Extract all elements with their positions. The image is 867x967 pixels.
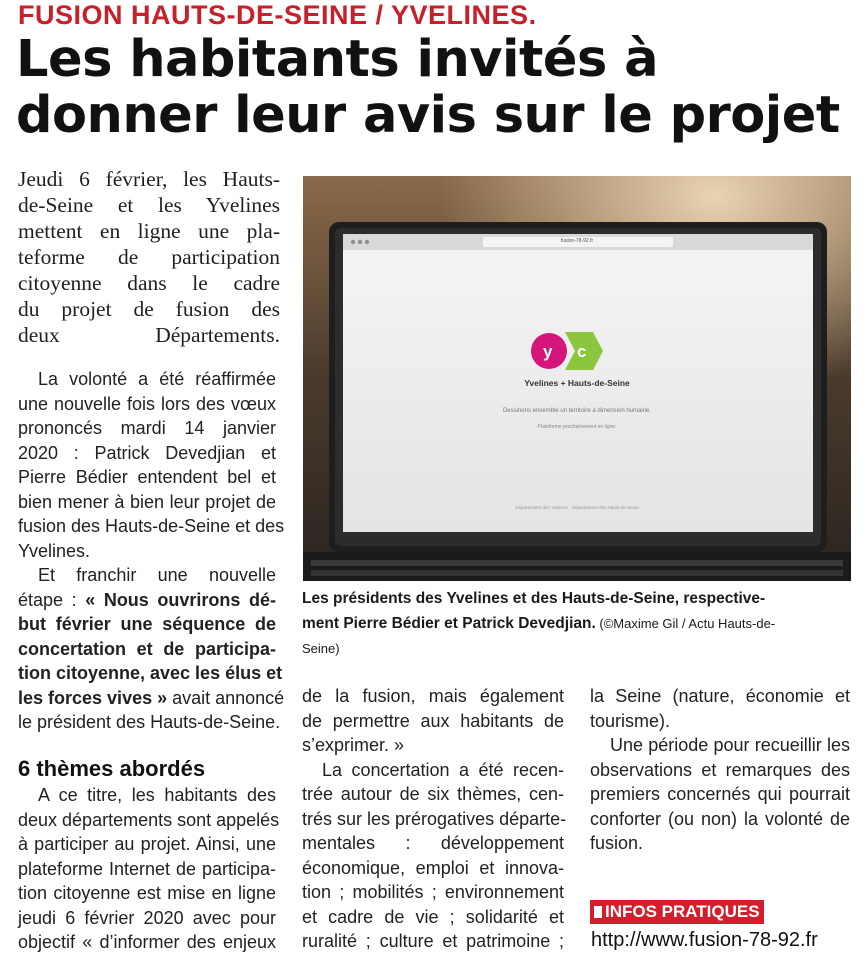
- body-line: la Seine (nature, économie et: [590, 686, 850, 706]
- body-line: trée autour de six thèmes, cen-: [302, 784, 564, 804]
- body-line: premiers concernés qui pourrait: [590, 784, 850, 804]
- quote-text: « Nous ouvrirons dé-: [85, 589, 276, 610]
- section-subhead: 6 thèmes abordés: [18, 756, 206, 781]
- website-link[interactable]: http://www.fusion-78-92.fr: [591, 929, 818, 951]
- body-line: conforter (ou non) la volonté de: [590, 808, 850, 829]
- column-3: [590, 684, 850, 856]
- svg-text:c: c: [577, 342, 587, 361]
- body-line: fusion.: [590, 833, 644, 853]
- square-bullet-icon: [594, 906, 602, 918]
- body-line: tion citoyenne est mise en ligne: [18, 883, 276, 903]
- body-line: concertation et de participa-: [18, 638, 276, 659]
- lede-line: de-Seine et les Yvelines: [18, 193, 280, 217]
- body-line: de la fusion, mais également: [302, 686, 564, 706]
- body-line: de permettre aux habitants de: [302, 710, 564, 731]
- screen-tagline: Dessinons ensemble un territoire à dimension humaine.: [502, 408, 652, 414]
- body-line: à participer au projet. Ainsi, une: [18, 834, 276, 854]
- body-line: tion citoyenne, avec les élus et: [18, 663, 283, 683]
- body-line: ruralité ; culture et patrimoine ;: [302, 931, 564, 951]
- body-line: jeudi 6 février 2020 avec pour: [18, 907, 276, 928]
- column-1-part-2: [18, 783, 280, 955]
- lede-line: teforme de participation: [18, 245, 280, 269]
- body-line: La volonté a été réaffirmée: [38, 369, 276, 389]
- body-line: économique, emploi et innova-: [302, 857, 564, 878]
- article-photo: [303, 176, 851, 581]
- headline-line: donner leur avis sur le projet: [16, 86, 840, 145]
- infos-pratiques-badge: [590, 900, 764, 924]
- body-line: objectif « d’informer des enjeux: [18, 932, 276, 952]
- column-2: [302, 684, 567, 954]
- body-line: Pierre Bédier entendent bel et: [18, 467, 276, 487]
- body-line: mentales : développement: [302, 833, 564, 853]
- screen-footer: Département des Yvelines · Département des Hauts-de-Seine: [515, 505, 639, 510]
- body-line: trés sur les prérogatives départe-: [302, 808, 567, 829]
- body-line: deux départements sont appelés: [18, 809, 280, 830]
- article-lede: [18, 166, 280, 348]
- body-line: La concertation a été recen-: [322, 759, 564, 780]
- body-line: et cadre de vie ; solidarité et: [302, 906, 564, 927]
- headline-line: Les habitants invités à: [16, 30, 659, 89]
- body-line: [18, 686, 285, 711]
- body-line: Une période pour recueillir les: [610, 735, 850, 755]
- body-line: prononcés mardi 14 janvier: [18, 418, 276, 438]
- body-line: [18, 588, 276, 613]
- body-line: tion ; mobilités ; environnement: [302, 882, 564, 902]
- lede-line: mettent en ligne une pla-: [18, 219, 280, 243]
- photo-caption: [302, 586, 850, 661]
- body-line: bien mener à bien leur projet de: [18, 491, 276, 512]
- body-line: tourisme).: [590, 710, 671, 731]
- body-text: étape :: [18, 589, 86, 610]
- body-line: observations et remarques des: [590, 759, 850, 780]
- browser-address: fusion-78-92.fr: [560, 238, 594, 244]
- infos-label: INFOS PRATIQUES: [605, 902, 760, 921]
- photo-credit: Seine): [302, 641, 340, 656]
- body-line: but février une séquence de: [18, 614, 276, 634]
- body-line: fusion des Hauts-de-Seine et des: [18, 516, 285, 536]
- body-line: s’exprimer. »: [302, 735, 405, 755]
- lede-line: deux Départements.: [18, 323, 280, 347]
- body-text: avait annoncé: [167, 687, 285, 708]
- body-line: 2020 : Patrick Devedjian et: [18, 442, 276, 463]
- article-kicker: FUSION HAUTS-DE-SEINE / YVELINES.: [18, 0, 537, 30]
- laptop-keyboard: [303, 532, 851, 581]
- body-line: le président des Hauts-de-Seine.: [18, 712, 281, 732]
- screen-logo-name: Yvelines + Hauts-de-Seine: [524, 378, 630, 388]
- caption-text: ment Pierre Bédier et Patrick Devedjian.: [302, 615, 596, 632]
- lede-line: du projet de fusion des: [18, 297, 280, 321]
- caption-line: [302, 611, 850, 636]
- column-1-part-1: [18, 367, 285, 735]
- body-line: Et franchir une nouvelle: [38, 565, 276, 585]
- article-headline: [16, 32, 866, 144]
- body-line: une nouvelle fois lors des vœux: [18, 393, 276, 414]
- body-line: Yvelines.: [18, 540, 91, 561]
- photo-credit: (©Maxime Gil / Actu Hauts-de-: [595, 616, 776, 631]
- body-line: A ce titre, les habitants des: [38, 785, 276, 805]
- lede-line: citoyenne dans le cadre: [18, 271, 280, 295]
- lede-line: Jeudi 6 février, les Hauts-: [18, 167, 280, 191]
- body-line: plateforme Internet de participa-: [18, 858, 276, 879]
- svg-text:y: y: [543, 342, 553, 361]
- screen-subline: Plateforme prochainement en ligne.: [537, 424, 617, 430]
- quote-text: les forces vives »: [18, 687, 168, 708]
- caption-line: Les présidents des Yvelines et des Hauts-de-Seine, respective-: [302, 590, 766, 607]
